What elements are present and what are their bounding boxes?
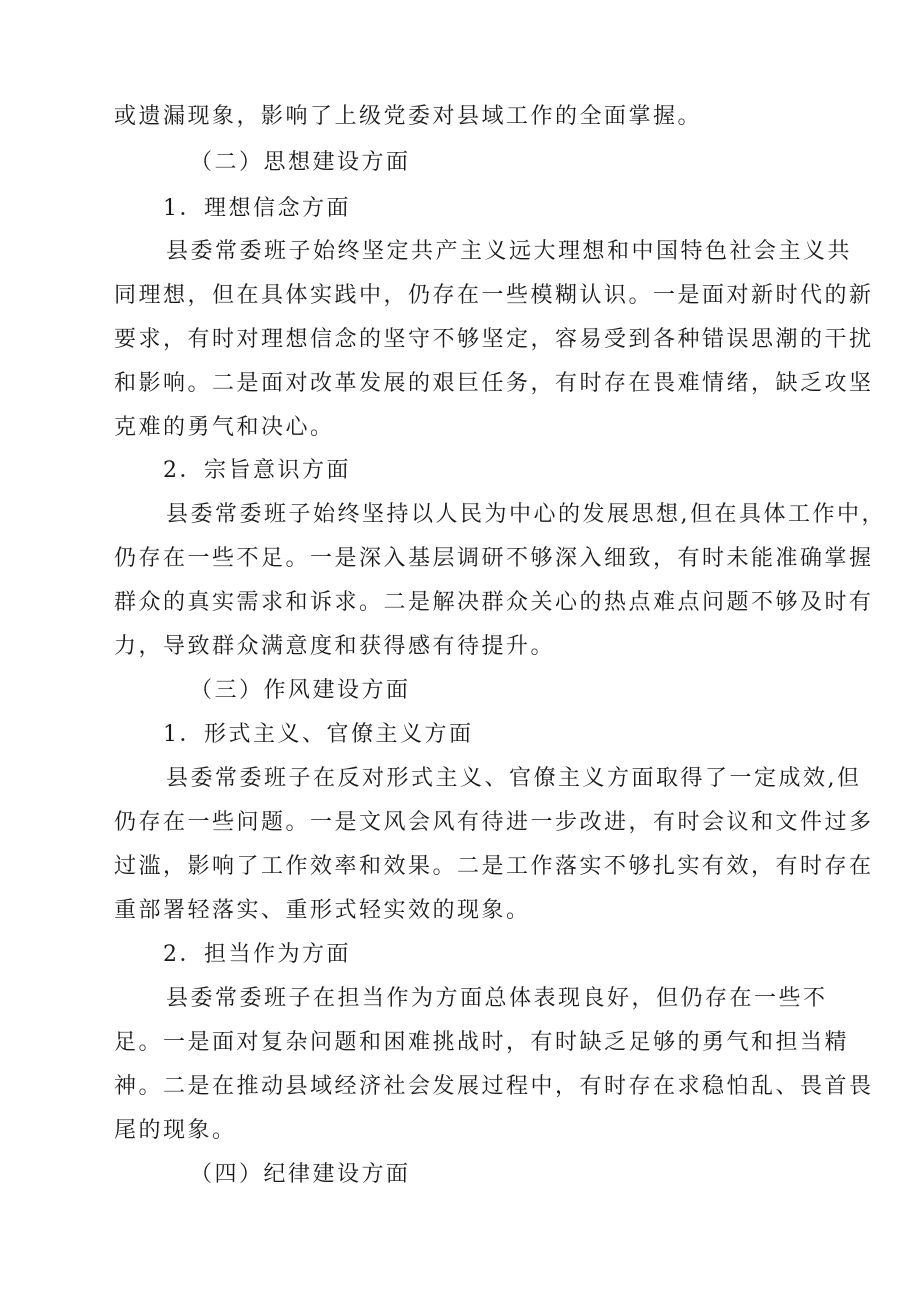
subsection-heading: 2．担当作为方面 [163, 942, 351, 967]
subsection-heading: 2．宗旨意识方面 [163, 458, 351, 483]
paragraph-line: 县委常委班子始终坚定共产主义远大理想和中国特色社会主义共 [166, 239, 853, 264]
section-heading-2: （二）思想建设方面 [190, 150, 411, 175]
paragraph-line: 同理想，但在具体实践中，仍存在一些模糊认识。一是面对新时代的新 [114, 283, 874, 308]
paragraph-line: 要求，有时对理想信念的坚守不够坚定，容易受到各种错误思潮的干扰 [114, 327, 874, 352]
paragraph-line: 尾的现象。 [114, 1118, 237, 1143]
paragraph-line: 足。一是面对复杂问题和困难挑战时，有时缺乏足够的勇气和担当精 [114, 1030, 850, 1055]
subsection-heading: 1．形式主义、官僚主义方面 [163, 722, 474, 747]
section-heading-3: （三）作风建设方面 [190, 678, 411, 703]
paragraph-line: 过滥，影响了工作效率和效果。二是工作落实不够扎实有效，有时存在 [114, 854, 874, 879]
paragraph-line: 和影响。二是面对改革发展的艰巨任务，有时存在畏难情绪，缺乏攻坚 [114, 371, 874, 396]
paragraph-line: 或遗漏现象，影响了上级党委对县域工作的全面掌握。 [114, 104, 703, 129]
section-heading-4: （四）纪律建设方面 [190, 1162, 411, 1187]
subsection-heading: 1．理想信念方面 [163, 196, 351, 221]
paragraph-line: 仍存在一些问题。一是文风会风有待进一步改进，有时会议和文件过多 [114, 810, 874, 835]
paragraph-line: 仍存在一些不足。一是深入基层调研不够深入细致，有时未能准确掌握 [114, 546, 874, 571]
paragraph-line: 群众的真实需求和诉求。二是解决群众关心的热点难点问题不够及时有 [114, 590, 874, 615]
paragraph-line: 神。二是在推动县域经济社会发展过程中，有时存在求稳怕乱、畏首畏 [114, 1074, 874, 1099]
paragraph-line: 县委常委班子在反对形式主义、官僚主义方面取得了一定成效,但 [166, 766, 862, 791]
paragraph-line: 县委常委班子始终坚持以人民为中心的发展思想,但在具体工作中， [166, 502, 886, 527]
paragraph-line: 力，导致群众满意度和获得感有待提升。 [114, 634, 556, 659]
paragraph-line: 克难的勇气和决心。 [114, 415, 335, 440]
paragraph-line: 县委常委班子在担当作为方面总体表现良好，但仍存在一些不 [166, 986, 828, 1011]
paragraph-line: 重部署轻落实、重形式轻实效的现象。 [114, 898, 531, 923]
